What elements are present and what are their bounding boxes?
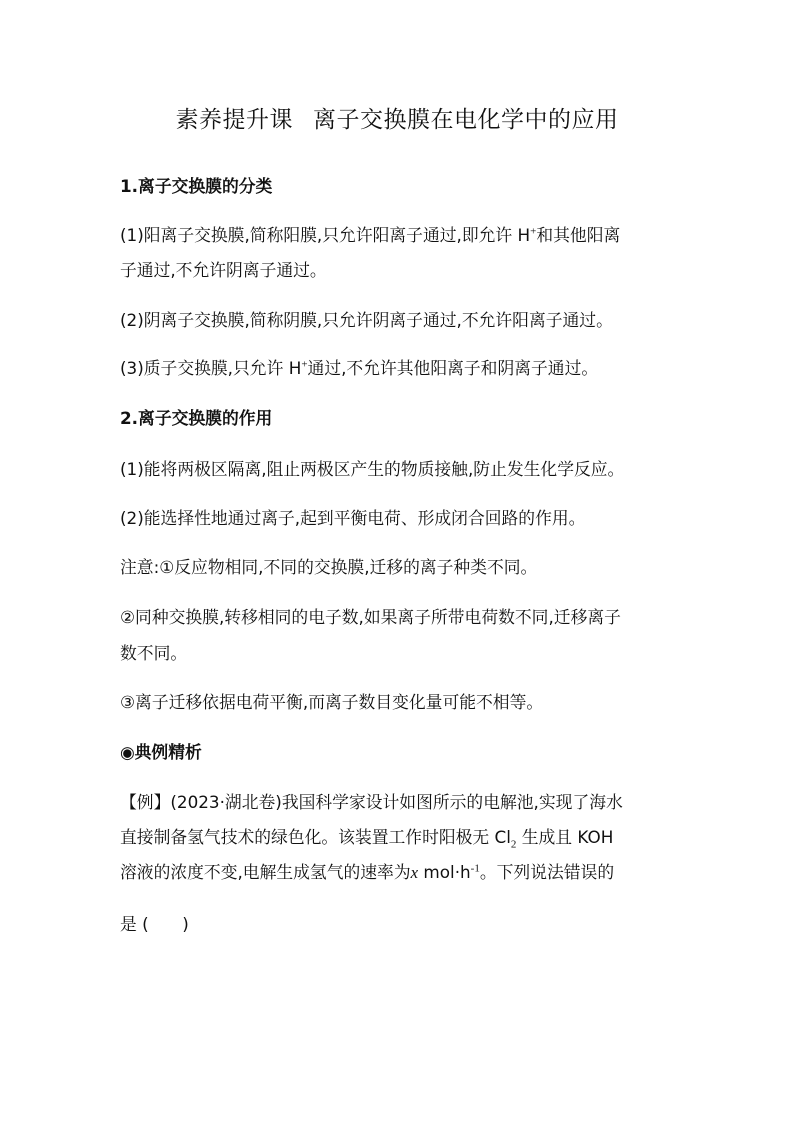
section-1-item-3 [120,356,690,380]
example-line-3-unit: mol·h [418,862,471,882]
item-3-text-a: (3)质子交换膜,只允许 H [120,358,302,378]
section-1-item-1-line-2: 子通过,不允许阴离子通过。 [120,260,327,280]
title-part-1: 素养提升课 [175,107,293,133]
example-line-1: 【例】(2023·湖北卷)我国科学家设计如图所示的电解池,实现了海水 [120,792,623,812]
example-heading: ◉典例精析 [120,742,202,762]
example-line-4: 是 ( ) [120,914,189,934]
section-2-note-2-line-1: ②同种交换膜,转移相同的电子数,如果离子所带电荷数不同,迁移离子 [120,607,621,627]
example-line-3-text-a: 溶液的浓度不变,电解生成氢气的速率为 [120,862,411,882]
section-1-heading: 1.离子交换膜的分类 [120,176,273,196]
section-1-item-2: (2)阴离子交换膜,简称阴膜,只允许阴离子通过,不允许阳离子通过。 [120,310,613,330]
section-2-item-1: (1)能将两极区隔离,阻止两极区产生的物质接触,防止发生化学反应。 [120,459,625,479]
cl2-subscript: 2 [510,838,517,851]
section-2-heading: 2.离子交换膜的作用 [120,408,273,428]
section-1-item-1-line-1 [120,223,690,247]
section-2-item-2: (2)能选择性地通过离子,起到平衡电荷、形成闭合回路的作用。 [120,508,586,528]
page-title [0,103,794,137]
item-3-text-b: 通过,不允许其他阳离子和阴离子通过。 [307,358,599,378]
section-2-note-1: 注意:①反应物相同,不同的交换膜,迁移的离子种类不同。 [120,557,538,577]
example-line-2-text-b: 生成且 KOH [516,827,614,847]
example-line-2 [120,825,690,849]
section-2-note-2-line-2: 数不同。 [120,643,188,663]
title-part-2: 离子交换膜在电化学中的应用 [313,107,619,133]
example-line-2-text-a: 直接制备氢气技术的绿色化。该装置工作时阳极无 Cl [120,827,511,847]
h-plus-superscript: + [301,358,308,371]
example-line-3-text-c: 。下列说法错误的 [479,862,615,882]
h-plus-superscript: + [530,225,537,238]
rate-variable: x [410,863,419,882]
section-2-note-3: ③离子迁移依据电荷平衡,而离子数目变化量可能不相等。 [120,692,544,712]
unit-exponent: -1 [470,862,480,875]
item-1-text-a: (1)阳离子交换膜,简称阳膜,只允许阳离子通过,即允许 H [120,225,531,245]
item-1-text-b: 和其他阳离 [536,225,621,245]
example-line-3 [120,860,690,885]
